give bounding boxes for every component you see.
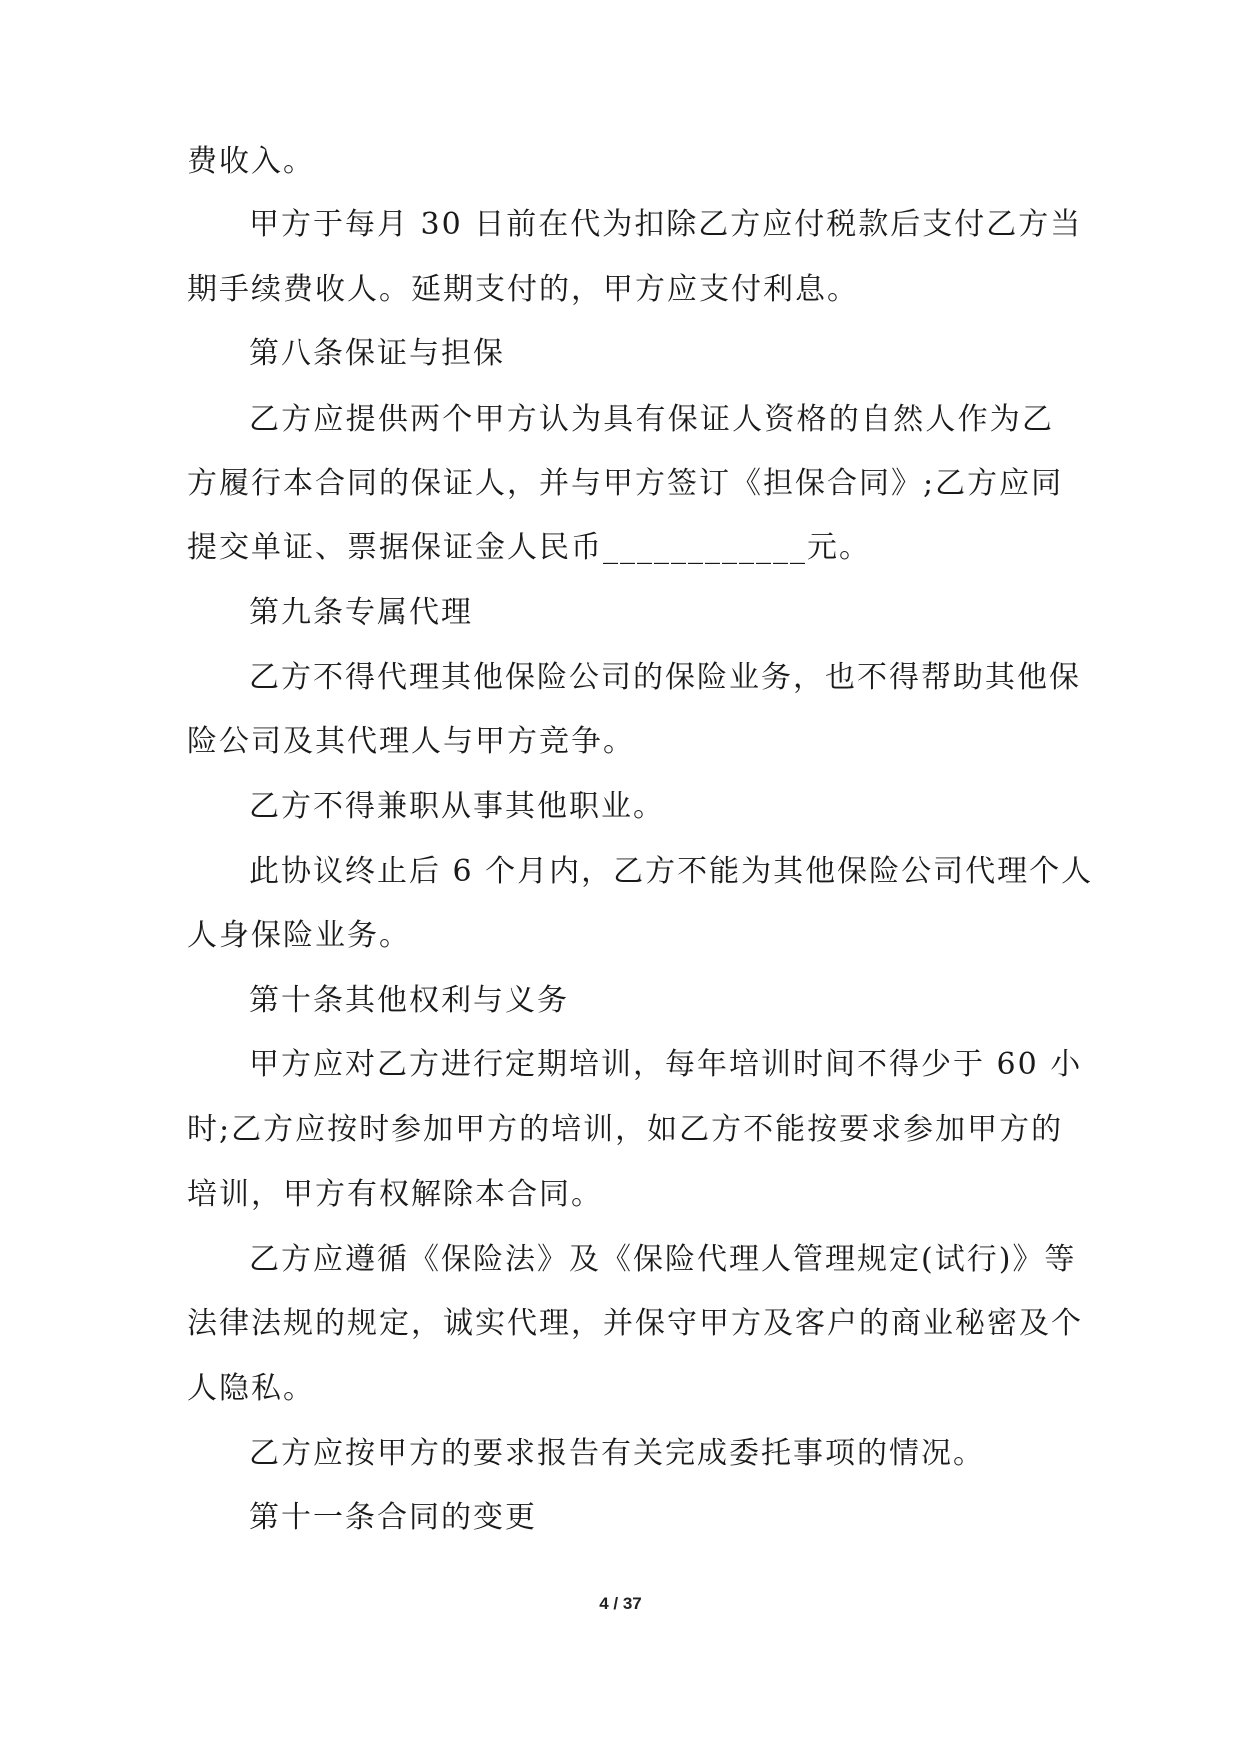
- section-heading: 第十条其他权利与义务: [249, 983, 569, 1018]
- paragraph-line: 法律法规的规定，诚实代理，并保守甲方及客户的商业秘密及个: [187, 1306, 1083, 1341]
- paragraph-line: 方履行本合同的保证人，并与甲方签订《担保合同》;乙方应同: [187, 466, 1064, 501]
- paragraph-line: 人隐私。: [187, 1371, 315, 1406]
- paragraph-line: 期手续费收人。延期支付的，甲方应支付利息。: [187, 272, 859, 307]
- paragraph-line: 乙方应按甲方的要求报告有关完成委托事项的情况。: [249, 1436, 985, 1471]
- page-number: 4 / 37: [599, 1594, 642, 1613]
- paragraph-line: 险公司及其代理人与甲方竞争。: [187, 724, 635, 759]
- paragraph-line: 提交单证、票据保证金人民币____________元。: [187, 530, 871, 565]
- paragraph-line: 人身保险业务。: [187, 918, 411, 953]
- paragraph-line: 培训，甲方有权解除本合同。: [187, 1177, 603, 1212]
- section-heading: 第十一条合同的变更: [249, 1500, 537, 1535]
- paragraph-line: 时;乙方应按时参加甲方的培训，如乙方不能按要求参加甲方的: [187, 1112, 1064, 1147]
- paragraph-line: 此协议终止后 6 个月内，乙方不能为其他保险公司代理个人: [249, 854, 1094, 889]
- paragraph-line: 费收入。: [187, 144, 315, 179]
- paragraph-line: 乙方应提供两个甲方认为具有保证人资格的自然人作为乙: [249, 402, 1054, 437]
- section-heading: 第八条保证与担保: [249, 336, 505, 371]
- paragraph-line: 乙方应遵循《保险法》及《保险代理人管理规定(试行)》等: [249, 1242, 1077, 1277]
- paragraph-line: 乙方不得兼职从事其他职业。: [249, 789, 665, 824]
- paragraph-line: 甲方于每月 30 日前在代为扣除乙方应付税款后支付乙方当: [249, 207, 1083, 242]
- paragraph-line: 乙方不得代理其他保险公司的保险业务，也不得帮助其他保: [249, 660, 1081, 695]
- section-heading: 第九条专属代理: [249, 595, 473, 630]
- paragraph-line: 甲方应对乙方进行定期培训，每年培训时间不得少于 60 小: [249, 1047, 1083, 1082]
